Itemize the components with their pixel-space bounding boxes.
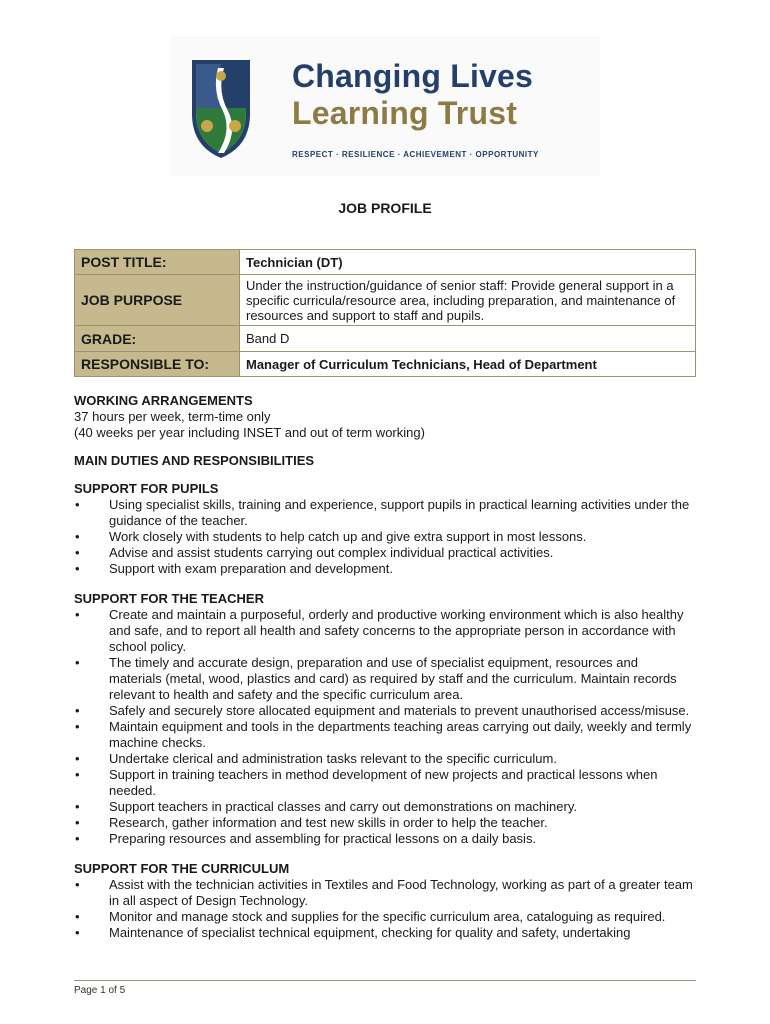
list-item: • Maintain equipment and tools in the departments teaching areas carrying out daily, weekly and termly machine checks. — [74, 719, 694, 751]
support-teacher-heading: SUPPORT FOR THE TEACHER — [74, 591, 264, 606]
working-hours-text: 37 hours per week, term-time only — [74, 409, 271, 424]
list-item: • Assist with the technician activities in Textiles and Food Technology, working as part of a greater team in all aspect of Design Technology. — [74, 877, 694, 909]
job-purpose-label: JOB PURPOSE — [75, 275, 240, 326]
working-weeks-text: (40 weeks per year including INSET and out of term working) — [74, 425, 425, 440]
list-item: • Support in training teachers in method development of new projects and practical lessons when needed. — [74, 767, 694, 799]
logo-tagline: RESPECT · RESILIENCE · ACHIEVEMENT · OPPORTUNITY — [292, 150, 539, 159]
list-item: • Research, gather information and test new skills in order to help the teacher. — [74, 815, 694, 831]
list-item: • Preparing resources and assembling for practical lessons on a daily basis. — [74, 831, 694, 847]
support-pupils-heading: SUPPORT FOR PUPILS — [74, 481, 219, 496]
list-item: • The timely and accurate design, preparation and use of specialist equipment, resources and materials (metal, wood, plastics and card) as required by staff and the curriculum. Maintain records relevant to health and safety and the specific curriculum area. — [74, 655, 694, 703]
support-pupils-list — [74, 497, 694, 577]
footer-divider — [74, 980, 696, 981]
table-row — [75, 326, 696, 352]
support-curriculum-list — [74, 877, 694, 941]
working-arrangements-heading: WORKING ARRANGEMENTS — [74, 393, 253, 408]
grade-label: GRADE: — [75, 326, 240, 352]
list-item: • Support teachers in practical classes and carry out demonstrations on machinery. — [74, 799, 694, 815]
table-row — [75, 250, 696, 275]
post-title-label: POST TITLE: — [75, 250, 240, 275]
post-title-value: Technician (DT) — [240, 250, 696, 275]
document-body — [74, 393, 694, 941]
list-item: • Monitor and manage stock and supplies for the specific curriculum area, cataloguing as required. — [74, 909, 694, 925]
main-duties-heading: MAIN DUTIES AND RESPONSIBILITIES — [74, 453, 315, 468]
list-item: • Safely and securely store allocated equipment and materials to prevent unauthorised access/misuse. — [74, 703, 694, 719]
list-item: • Maintenance of specialist technical equipment, checking for quality and safety, undertaking — [74, 925, 694, 941]
list-item: • Work closely with students to help catch up and give extra support in most lessons. — [74, 529, 694, 545]
grade-value: Band D — [240, 326, 696, 352]
responsible-to-label: RESPONSIBLE TO: — [75, 352, 240, 377]
list-item: • Advise and assist students carrying out complex individual practical activities. — [74, 545, 694, 561]
list-item: • Undertake clerical and administration tasks relevant to the specific curriculum. — [74, 751, 694, 767]
page-number: Page 1 of 5 — [74, 985, 126, 996]
trust-logo — [170, 36, 600, 176]
logo-line-2: Learning Trust — [292, 95, 518, 131]
table-row — [75, 352, 696, 377]
logo-line-1: Changing Lives — [292, 58, 534, 94]
support-curriculum-heading: SUPPORT FOR THE CURRICULUM — [74, 861, 290, 876]
page-title: JOB PROFILE — [338, 200, 432, 216]
list-item: • Using specialist skills, training and experience, support pupils in practical learning activities under the guidance of the teacher. — [74, 497, 694, 529]
list-item: • Create and maintain a purposeful, orderly and productive working environment which is also healthy and safe, and to report all health and safety concerns to the appropriate person in accordance with school policy. — [74, 607, 694, 655]
job-purpose-value: Under the instruction/guidance of senior staff: Provide general support in a specific curricula/resource area, including preparation, and maintenance of resources and support to staff and pupils. — [240, 275, 696, 326]
trust-crest-icon — [190, 56, 252, 160]
responsible-to-value: Manager of Curriculum Technicians, Head of Department — [240, 352, 696, 377]
job-info-table — [74, 249, 696, 377]
list-item: • Support with exam preparation and development. — [74, 561, 694, 577]
support-teacher-list — [74, 607, 694, 847]
table-row — [75, 275, 696, 326]
